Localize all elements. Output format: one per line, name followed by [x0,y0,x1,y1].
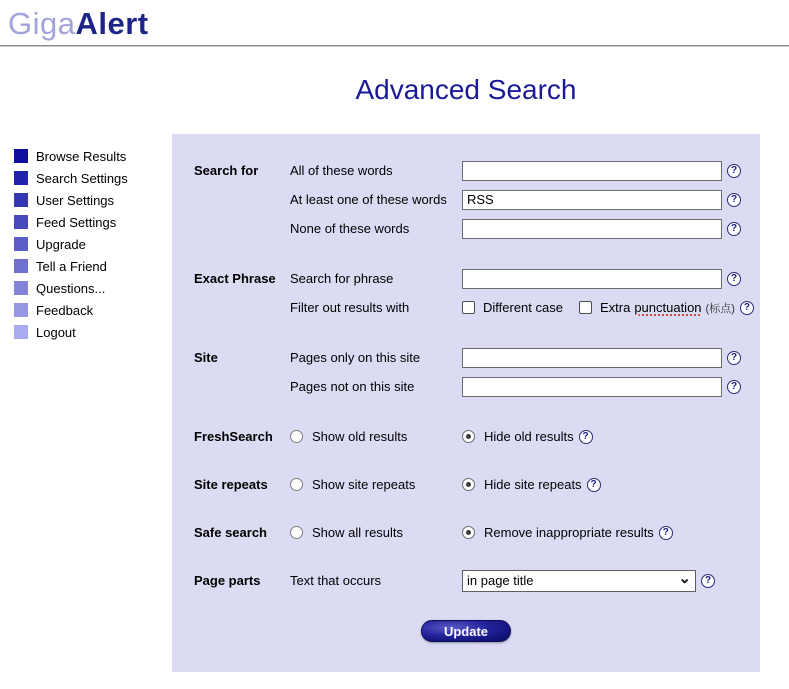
hide-site-repeats-radio[interactable] [462,478,475,491]
show-old-results-option [290,429,462,444]
hide-old-results-label: Hide old results [484,429,574,444]
site-only-input[interactable] [462,348,722,368]
update-button[interactable]: Update [421,620,511,642]
remove-inappropriate-radio[interactable] [462,526,475,539]
sidebar-item-label: Upgrade [36,236,86,252]
show-all-results-option [290,525,462,540]
sidebar-item-logout[interactable] [0,321,172,343]
field-label-filter-out: Filter out results with [290,300,410,315]
hide-old-results-option [462,429,574,444]
bullet-square-icon [14,149,28,163]
hide-old-results-radio[interactable] [462,430,475,443]
sidebar-item-label: User Settings [36,192,115,208]
field-label-none-words: None of these words [290,221,410,236]
page-parts-select[interactable] [462,570,696,592]
field-label-site-not: Pages not on this site [290,379,415,394]
help-icon[interactable]: ? [727,164,741,178]
logo-giga-text: Giga [8,6,76,41]
group-label-exact-phrase: Exact Phrase [194,271,276,286]
group-label-site-repeats: Site repeats [194,477,268,492]
show-all-results-label: Show all results [312,525,404,540]
field-label-site-only: Pages only on this site [290,350,421,365]
bullet-square-icon [14,281,28,295]
sidebar-item-label: Browse Results [36,148,127,164]
help-icon[interactable]: ? [727,222,741,236]
hide-site-repeats-label: Hide site repeats [484,477,582,492]
help-icon[interactable]: ? [727,193,741,207]
help-icon[interactable]: ? [740,301,754,315]
bullet-square-icon [14,193,28,207]
logo-alert-text: Alert [75,6,149,41]
show-site-repeats-option [290,477,462,492]
none-words-input[interactable] [462,219,722,239]
remove-inappropriate-option [462,525,654,540]
help-icon[interactable]: ? [727,380,741,394]
help-icon[interactable]: ? [701,574,715,588]
field-label-phrase: Search for phrase [290,271,394,286]
group-label-page-parts: Page parts [194,573,261,588]
help-icon[interactable]: ? [659,526,673,540]
page-title: Advanced Search [355,74,577,105]
show-old-results-label: Show old results [312,429,408,444]
hide-site-repeats-option [462,477,582,492]
site-not-input[interactable] [462,377,722,397]
show-all-results-radio[interactable] [290,526,303,539]
sidebar-item-tell-a-friend[interactable] [0,255,172,277]
sidebar-item-feedback[interactable] [0,299,172,321]
sidebar-item-feed-settings[interactable] [0,211,172,233]
field-label-any-words: At least one of these words [290,192,447,207]
different-case-checkbox[interactable] [462,301,475,314]
sidebar-item-questions[interactable] [0,277,172,299]
remove-inappropriate-label: Remove inappropriate results [484,525,654,540]
spellchecked-word: punctuation [634,299,702,315]
advanced-search-form [172,134,760,672]
header [0,0,789,45]
all-words-input[interactable] [462,161,722,181]
field-label-all-words: All of these words [290,163,393,178]
different-case-label: Different case [483,300,563,315]
help-icon[interactable]: ? [727,351,741,365]
show-site-repeats-label: Show site repeats [312,477,416,492]
any-words-input[interactable] [462,190,722,210]
extra-punctuation-option [579,300,735,316]
sidebar-item-label: Tell a Friend [36,258,107,274]
sidebar-item-upgrade[interactable] [0,233,172,255]
sidebar-item-label: Feed Settings [36,214,117,230]
help-icon[interactable]: ? [587,478,601,492]
sidebar-item-label: Feedback [36,302,94,318]
help-icon[interactable]: ? [579,430,593,444]
sidebar-item-label: Questions... [36,280,106,296]
sidebar [0,47,172,343]
sidebar-item-search-settings[interactable] [0,167,172,189]
bullet-square-icon [14,237,28,251]
group-label-fresh-search: FreshSearch [194,429,273,444]
sidebar-item-browse-results[interactable] [0,145,172,167]
help-icon[interactable]: ? [727,272,741,286]
bullet-square-icon [14,303,28,317]
sidebar-item-user-settings[interactable] [0,189,172,211]
sidebar-item-label: Logout [36,324,76,340]
sidebar-item-label: Search Settings [36,170,128,186]
bullet-square-icon [14,215,28,229]
show-site-repeats-radio[interactable] [290,478,303,491]
bullet-square-icon [14,325,28,339]
bullet-square-icon [14,171,28,185]
extra-punctuation-checkbox[interactable] [579,301,592,314]
punctuation-chinese-suffix: (标点) [705,302,735,315]
main-content [172,47,760,672]
different-case-option [462,300,563,315]
group-label-safe-search: Safe search [194,525,267,540]
page-parts-select-wrap [462,570,696,592]
chevron-down-icon: ⌄ [678,569,691,587]
phrase-input[interactable] [462,269,722,289]
show-old-results-radio[interactable] [290,430,303,443]
extra-punctuation-label: Extra punctuation (标点) [599,299,735,315]
bullet-square-icon [14,259,28,273]
group-label-search-for: Search for [194,163,259,178]
group-label-site: Site [194,350,218,365]
field-label-text-occurs: Text that occurs [290,573,382,588]
logo[interactable] [8,5,789,43]
